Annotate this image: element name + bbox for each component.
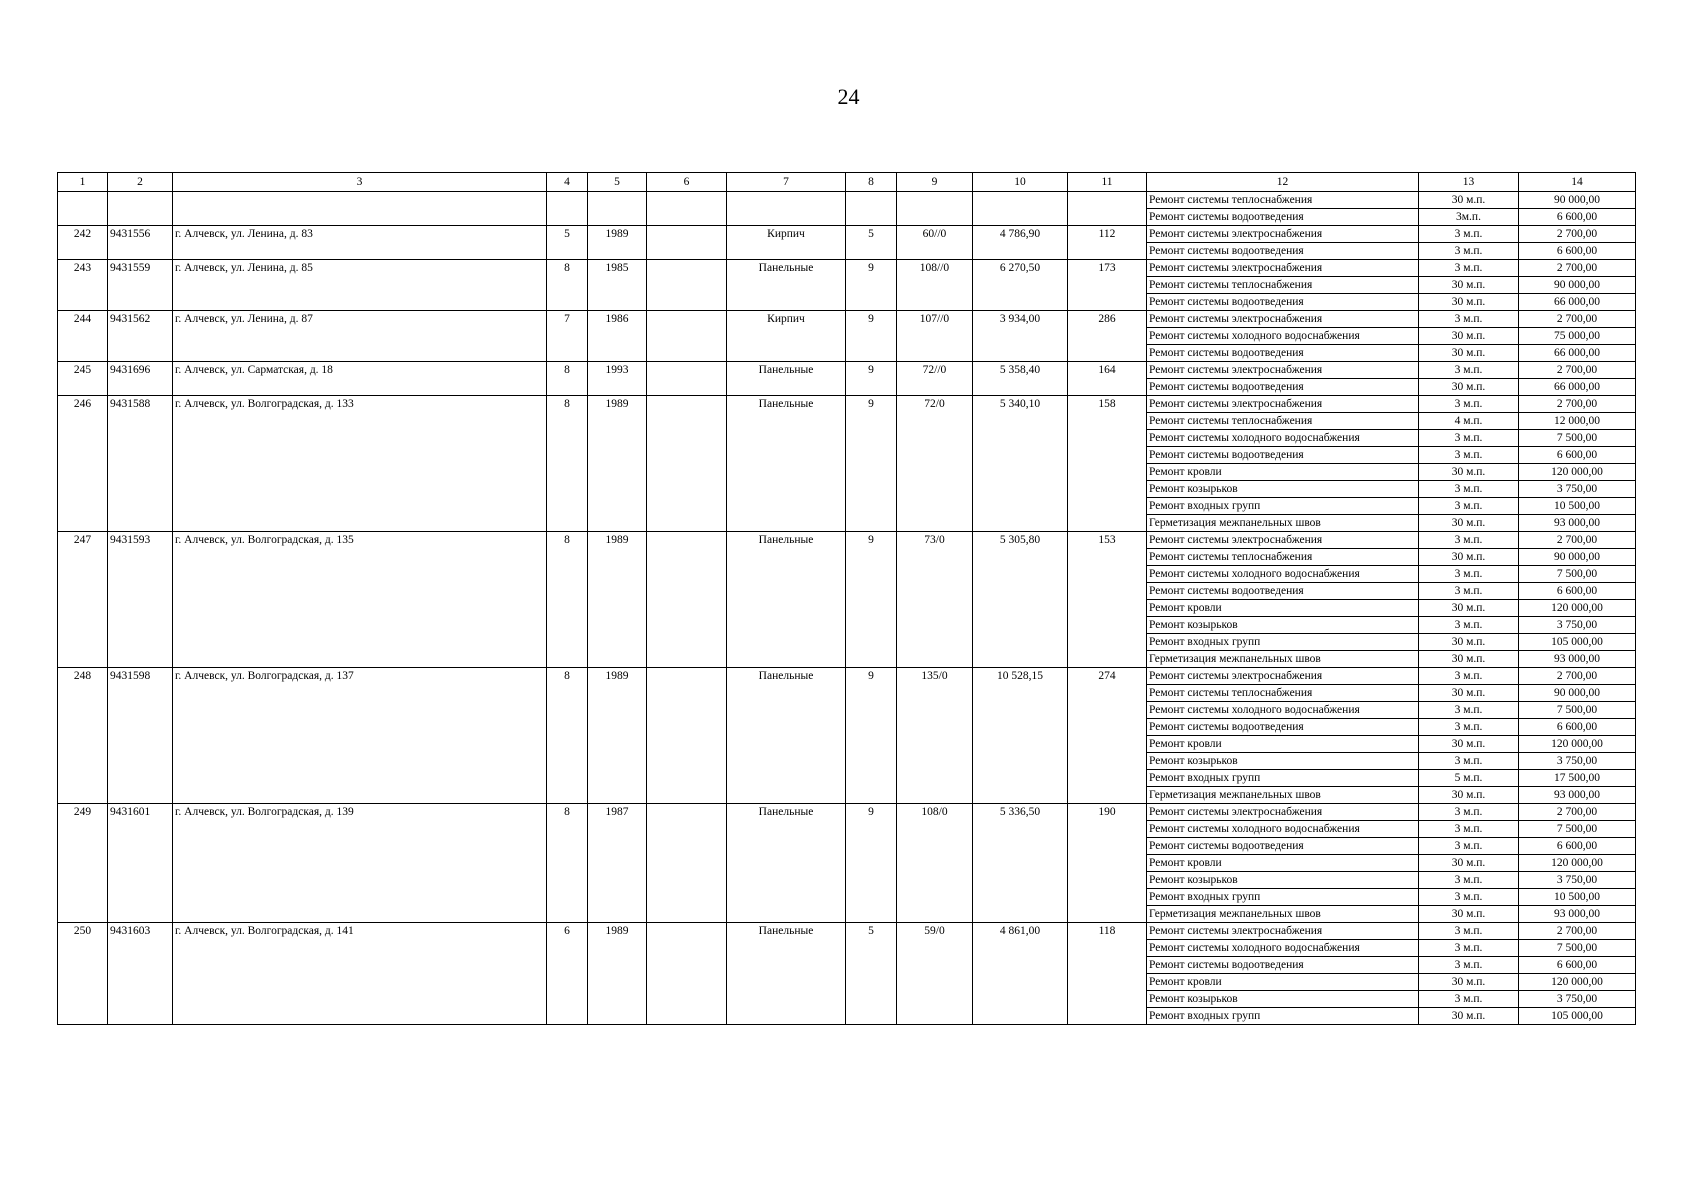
building-number [58,192,108,226]
column-number: 11 [1068,173,1147,192]
work-name: Ремонт кровли [1147,736,1419,753]
building-area: 5 358,40 [973,362,1068,396]
work-quantity: 30 м.п. [1419,685,1519,702]
building-number: 243 [58,260,108,311]
work-quantity: 5 м.п. [1419,770,1519,787]
building-col11: 112 [1068,226,1147,260]
work-cost: 7 500,00 [1519,702,1636,719]
repair-registry-table [57,172,1636,1025]
column-number: 14 [1519,173,1636,192]
building-col4: 5 [547,226,588,260]
work-name: Ремонт системы электроснабжения [1147,362,1419,379]
building-year: 1985 [588,260,647,311]
building-col9: 59/0 [897,923,973,1025]
work-quantity: 30 м.п. [1419,549,1519,566]
wall-material: Панельные [727,532,846,668]
work-name: Ремонт системы электроснабжения [1147,311,1419,328]
building-address: г. Алчевск, ул. Ленина, д. 87 [173,311,547,362]
floor-count: 9 [846,804,897,923]
work-name: Ремонт системы холодного водоснабжения [1147,702,1419,719]
building-address [173,192,547,226]
building-col6 [647,804,727,923]
work-name: Ремонт козырьков [1147,872,1419,889]
table-row [58,362,1636,379]
work-cost: 6 600,00 [1519,447,1636,464]
floor-count: 9 [846,311,897,362]
work-quantity: 30 м.п. [1419,651,1519,668]
work-quantity: 30 м.п. [1419,294,1519,311]
work-cost: 2 700,00 [1519,226,1636,243]
building-area: 10 528,15 [973,668,1068,804]
table-row [58,260,1636,277]
work-name: Ремонт козырьков [1147,481,1419,498]
building-address: г. Алчевск, ул. Волгоградская, д. 135 [173,532,547,668]
column-number: 4 [547,173,588,192]
building-code [108,192,173,226]
work-quantity: 3 м.п. [1419,447,1519,464]
work-cost: 120 000,00 [1519,736,1636,753]
work-cost: 12 000,00 [1519,413,1636,430]
building-code: 9431562 [108,311,173,362]
building-col4: 8 [547,668,588,804]
work-name: Ремонт входных групп [1147,634,1419,651]
work-quantity: 30 м.п. [1419,192,1519,209]
work-quantity: 3 м.п. [1419,243,1519,260]
building-year [588,192,647,226]
wall-material: Панельные [727,362,846,396]
work-quantity: 30 м.п. [1419,345,1519,362]
registry-body [58,173,1636,1025]
work-quantity: 3 м.п. [1419,872,1519,889]
building-number: 250 [58,923,108,1025]
table-row [58,226,1636,243]
building-number: 246 [58,396,108,532]
work-name: Ремонт системы водоотведения [1147,583,1419,600]
building-number: 245 [58,362,108,396]
work-cost: 6 600,00 [1519,838,1636,855]
building-code: 9431588 [108,396,173,532]
work-quantity: 3 м.п. [1419,430,1519,447]
work-name: Ремонт системы электроснабжения [1147,804,1419,821]
work-cost: 93 000,00 [1519,515,1636,532]
work-cost: 75 000,00 [1519,328,1636,345]
work-name: Ремонт системы холодного водоснабжения [1147,430,1419,447]
building-col4: 8 [547,396,588,532]
wall-material: Панельные [727,668,846,804]
work-cost: 105 000,00 [1519,634,1636,651]
work-name: Ремонт системы теплоснабжения [1147,192,1419,209]
wall-material: Панельные [727,396,846,532]
building-year: 1989 [588,226,647,260]
building-col11: 286 [1068,311,1147,362]
work-quantity: 30 м.п. [1419,634,1519,651]
work-cost: 2 700,00 [1519,311,1636,328]
work-cost: 66 000,00 [1519,379,1636,396]
work-quantity: 3 м.п. [1419,311,1519,328]
table-row [58,804,1636,821]
building-col6 [647,260,727,311]
floor-count: 5 [846,226,897,260]
floor-count: 9 [846,532,897,668]
work-cost: 120 000,00 [1519,600,1636,617]
work-name: Ремонт системы холодного водоснабжения [1147,821,1419,838]
work-name: Герметизация межпанельных швов [1147,787,1419,804]
work-name: Ремонт системы водоотведения [1147,294,1419,311]
building-code: 9431556 [108,226,173,260]
work-quantity: 3 м.п. [1419,362,1519,379]
work-quantity: 3 м.п. [1419,753,1519,770]
work-cost: 66 000,00 [1519,294,1636,311]
floor-count [846,192,897,226]
building-area: 5 305,80 [973,532,1068,668]
work-cost: 7 500,00 [1519,940,1636,957]
work-cost: 93 000,00 [1519,906,1636,923]
work-name: Герметизация межпанельных швов [1147,651,1419,668]
building-col4 [547,192,588,226]
work-name: Ремонт системы электроснабжения [1147,668,1419,685]
work-quantity: 30 м.п. [1419,515,1519,532]
work-cost: 6 600,00 [1519,957,1636,974]
work-cost: 2 700,00 [1519,923,1636,940]
building-col9: 72/0 [897,396,973,532]
work-name: Ремонт системы теплоснабжения [1147,413,1419,430]
building-area: 5 340,10 [973,396,1068,532]
work-cost: 66 000,00 [1519,345,1636,362]
work-cost: 2 700,00 [1519,532,1636,549]
table-row [58,923,1636,940]
work-quantity: 3 м.п. [1419,566,1519,583]
work-quantity: 3 м.п. [1419,668,1519,685]
work-quantity: 3 м.п. [1419,396,1519,413]
building-col11: 118 [1068,923,1147,1025]
work-name: Ремонт козырьков [1147,617,1419,634]
table-row [58,396,1636,413]
work-name: Ремонт системы теплоснабжения [1147,685,1419,702]
work-name: Ремонт козырьков [1147,991,1419,1008]
building-col11: 190 [1068,804,1147,923]
building-area: 3 934,00 [973,311,1068,362]
work-quantity: 3 м.п. [1419,821,1519,838]
building-year: 1989 [588,396,647,532]
building-number: 242 [58,226,108,260]
work-quantity: 3 м.п. [1419,923,1519,940]
work-cost: 6 600,00 [1519,243,1636,260]
work-quantity: 30 м.п. [1419,974,1519,991]
floor-count: 5 [846,923,897,1025]
work-quantity: 3м.п. [1419,209,1519,226]
work-cost: 3 750,00 [1519,481,1636,498]
work-quantity: 3 м.п. [1419,260,1519,277]
work-name: Ремонт системы водоотведения [1147,243,1419,260]
building-col9: 73/0 [897,532,973,668]
column-number-row [58,173,1636,192]
table-row [58,311,1636,328]
work-name: Ремонт системы электроснабжения [1147,396,1419,413]
table-row [58,192,1636,209]
work-cost: 2 700,00 [1519,396,1636,413]
work-cost: 93 000,00 [1519,651,1636,668]
building-col9: 135/0 [897,668,973,804]
work-quantity: 3 м.п. [1419,957,1519,974]
work-cost: 3 750,00 [1519,617,1636,634]
building-address: г. Алчевск, ул. Волгоградская, д. 141 [173,923,547,1025]
building-area: 4 786,90 [973,226,1068,260]
work-name: Ремонт системы холодного водоснабжения [1147,328,1419,345]
work-name: Ремонт входных групп [1147,1008,1419,1025]
building-code: 9431598 [108,668,173,804]
building-col9 [897,192,973,226]
column-number: 3 [173,173,547,192]
building-col9: 108//0 [897,260,973,311]
work-name: Ремонт системы водоотведения [1147,957,1419,974]
work-cost: 3 750,00 [1519,872,1636,889]
page-number: 24 [837,84,860,109]
work-quantity: 3 м.п. [1419,719,1519,736]
building-col11 [1068,192,1147,226]
building-code: 9431559 [108,260,173,311]
work-quantity: 3 м.п. [1419,498,1519,515]
column-number: 2 [108,173,173,192]
building-year: 1989 [588,668,647,804]
column-number: 13 [1419,173,1519,192]
building-col6 [647,923,727,1025]
work-name: Ремонт входных групп [1147,889,1419,906]
building-area: 4 861,00 [973,923,1068,1025]
work-quantity: 30 м.п. [1419,277,1519,294]
building-col6 [647,311,727,362]
building-address: г. Алчевск, ул. Волгоградская, д. 139 [173,804,547,923]
building-year: 1987 [588,804,647,923]
building-code: 9431696 [108,362,173,396]
work-name: Ремонт козырьков [1147,753,1419,770]
wall-material: Панельные [727,804,846,923]
work-cost: 90 000,00 [1519,192,1636,209]
work-name: Герметизация межпанельных швов [1147,515,1419,532]
building-col11: 164 [1068,362,1147,396]
work-cost: 120 000,00 [1519,464,1636,481]
work-name: Ремонт системы электроснабжения [1147,260,1419,277]
work-cost: 105 000,00 [1519,1008,1636,1025]
building-col6 [647,362,727,396]
work-cost: 17 500,00 [1519,770,1636,787]
building-col6 [647,532,727,668]
work-name: Ремонт системы водоотведения [1147,379,1419,396]
building-col4: 8 [547,532,588,668]
work-name: Ремонт системы теплоснабжения [1147,549,1419,566]
building-col4: 6 [547,923,588,1025]
work-quantity: 30 м.п. [1419,1008,1519,1025]
work-name: Герметизация межпанельных швов [1147,906,1419,923]
work-cost: 7 500,00 [1519,430,1636,447]
work-quantity: 3 м.п. [1419,889,1519,906]
building-number: 244 [58,311,108,362]
work-cost: 93 000,00 [1519,787,1636,804]
floor-count: 9 [846,396,897,532]
work-quantity: 30 м.п. [1419,379,1519,396]
column-number: 1 [58,173,108,192]
building-address: г. Алчевск, ул. Ленина, д. 83 [173,226,547,260]
building-col11: 158 [1068,396,1147,532]
building-address: г. Алчевск, ул. Волгоградская, д. 137 [173,668,547,804]
building-year: 1989 [588,923,647,1025]
work-cost: 10 500,00 [1519,889,1636,906]
building-area [973,192,1068,226]
wall-material: Кирпич [727,226,846,260]
work-cost: 90 000,00 [1519,277,1636,294]
table-row [58,668,1636,685]
work-quantity: 3 м.п. [1419,991,1519,1008]
work-quantity: 3 м.п. [1419,532,1519,549]
work-name: Ремонт системы электроснабжения [1147,923,1419,940]
work-cost: 6 600,00 [1519,583,1636,600]
wall-material: Кирпич [727,311,846,362]
floor-count: 9 [846,668,897,804]
work-name: Ремонт входных групп [1147,498,1419,515]
column-number: 7 [727,173,846,192]
work-cost: 2 700,00 [1519,668,1636,685]
column-number: 9 [897,173,973,192]
building-col9: 108/0 [897,804,973,923]
column-number: 8 [846,173,897,192]
work-name: Ремонт кровли [1147,600,1419,617]
work-name: Ремонт кровли [1147,464,1419,481]
work-name: Ремонт кровли [1147,974,1419,991]
building-code: 9431601 [108,804,173,923]
building-number: 247 [58,532,108,668]
building-col9: 107//0 [897,311,973,362]
building-col6 [647,668,727,804]
building-col9: 72//0 [897,362,973,396]
column-number: 5 [588,173,647,192]
work-name: Ремонт системы водоотведения [1147,345,1419,362]
building-area: 6 270,50 [973,260,1068,311]
work-quantity: 3 м.п. [1419,617,1519,634]
building-address: г. Алчевск, ул. Сарматская, д. 18 [173,362,547,396]
work-cost: 3 750,00 [1519,991,1636,1008]
building-col11: 173 [1068,260,1147,311]
work-quantity: 3 м.п. [1419,226,1519,243]
building-number: 249 [58,804,108,923]
wall-material: Панельные [727,923,846,1025]
work-quantity: 30 м.п. [1419,736,1519,753]
building-col4: 8 [547,804,588,923]
work-quantity: 30 м.п. [1419,787,1519,804]
building-address: г. Алчевск, ул. Волгоградская, д. 133 [173,396,547,532]
work-quantity: 3 м.п. [1419,804,1519,821]
wall-material: Панельные [727,260,846,311]
work-cost: 120 000,00 [1519,855,1636,872]
work-cost: 2 700,00 [1519,260,1636,277]
building-area: 5 336,50 [973,804,1068,923]
building-col4: 8 [547,362,588,396]
building-col11: 274 [1068,668,1147,804]
column-number: 6 [647,173,727,192]
work-cost: 2 700,00 [1519,362,1636,379]
column-number: 10 [973,173,1068,192]
work-name: Ремонт системы электроснабжения [1147,226,1419,243]
work-cost: 6 600,00 [1519,209,1636,226]
building-col6 [647,396,727,532]
building-year: 1989 [588,532,647,668]
building-col9: 60//0 [897,226,973,260]
building-col4: 8 [547,260,588,311]
floor-count: 9 [846,260,897,311]
floor-count: 9 [846,362,897,396]
work-name: Ремонт системы водоотведения [1147,447,1419,464]
building-number: 248 [58,668,108,804]
work-name: Ремонт системы холодного водоснабжения [1147,940,1419,957]
work-name: Ремонт системы водоотведения [1147,209,1419,226]
work-quantity: 3 м.п. [1419,838,1519,855]
work-name: Ремонт системы электроснабжения [1147,532,1419,549]
work-cost: 6 600,00 [1519,719,1636,736]
work-quantity: 30 м.п. [1419,328,1519,345]
building-col4: 7 [547,311,588,362]
work-name: Ремонт системы холодного водоснабжения [1147,566,1419,583]
building-col6 [647,192,727,226]
work-quantity: 30 м.п. [1419,600,1519,617]
work-quantity: 3 м.п. [1419,702,1519,719]
work-cost: 90 000,00 [1519,549,1636,566]
building-col11: 153 [1068,532,1147,668]
work-name: Ремонт системы водоотведения [1147,838,1419,855]
work-quantity: 3 м.п. [1419,481,1519,498]
building-code: 9431603 [108,923,173,1025]
work-name: Ремонт системы водоотведения [1147,719,1419,736]
work-quantity: 3 м.п. [1419,940,1519,957]
building-col6 [647,226,727,260]
building-code: 9431593 [108,532,173,668]
work-quantity: 4 м.п. [1419,413,1519,430]
work-name: Ремонт системы теплоснабжения [1147,277,1419,294]
work-quantity: 30 м.п. [1419,855,1519,872]
work-cost: 7 500,00 [1519,821,1636,838]
work-cost: 3 750,00 [1519,753,1636,770]
building-address: г. Алчевск, ул. Ленина, д. 85 [173,260,547,311]
work-cost: 10 500,00 [1519,498,1636,515]
table-row [58,532,1636,549]
work-name: Ремонт входных групп [1147,770,1419,787]
work-cost: 120 000,00 [1519,974,1636,991]
work-cost: 7 500,00 [1519,566,1636,583]
work-quantity: 30 м.п. [1419,906,1519,923]
work-name: Ремонт кровли [1147,855,1419,872]
column-number: 12 [1147,173,1419,192]
work-quantity: 30 м.п. [1419,464,1519,481]
work-cost: 2 700,00 [1519,804,1636,821]
work-cost: 90 000,00 [1519,685,1636,702]
building-year: 1993 [588,362,647,396]
building-year: 1986 [588,311,647,362]
work-quantity: 3 м.п. [1419,583,1519,600]
wall-material [727,192,846,226]
